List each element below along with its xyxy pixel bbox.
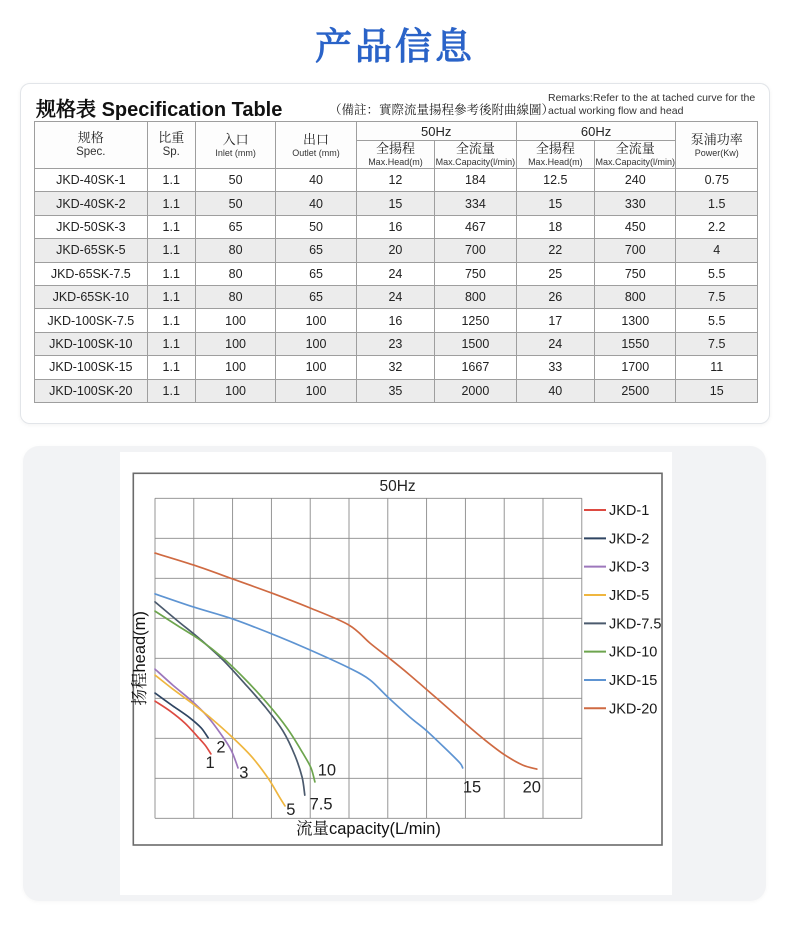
spec-value-cell: 80 (195, 239, 275, 262)
spec-value-cell: 334 (435, 192, 516, 215)
spec-value-cell: 0.75 (676, 169, 758, 192)
col-header-power: 泵浦功率 Power(Kw) (676, 122, 758, 169)
spec-value-cell: 1.1 (147, 356, 195, 379)
spec-value-cell: 1.1 (147, 192, 195, 215)
spec-value-cell: 23 (356, 332, 434, 355)
spec-model-cell: JKD-100SK-10 (35, 332, 148, 355)
spec-value-cell: 1.1 (147, 332, 195, 355)
spec-value-cell: 330 (595, 192, 676, 215)
spec-value-cell: 1700 (595, 356, 676, 379)
spec-value-cell: 700 (595, 239, 676, 262)
spec-value-cell: 20 (356, 239, 434, 262)
legend-label-JKD-7.5: JKD-7.5 (609, 616, 662, 633)
curve-label-JKD-10: 10 (317, 761, 337, 780)
spec-table-head (35, 122, 758, 169)
table-row (35, 169, 758, 192)
spec-value-cell: 22 (516, 239, 594, 262)
y-axis-label: 扬程head(m) (131, 611, 149, 706)
spec-value-cell: 65 (276, 239, 356, 262)
legend-label-JKD-5: JKD-5 (609, 587, 650, 604)
spec-value-cell: 16 (356, 309, 434, 332)
performance-chart-card (23, 446, 766, 901)
spec-value-cell: 2.2 (676, 215, 758, 238)
spec-value-cell: 1.1 (147, 239, 195, 262)
spec-table-title-zh: 规格表 (36, 99, 96, 121)
spec-value-cell: 1500 (435, 332, 516, 355)
spec-value-cell: 1300 (595, 309, 676, 332)
spec-value-cell: 100 (276, 379, 356, 402)
spec-value-cell: 15 (516, 192, 594, 215)
x-axis-label: 流量capacity(L/min) (295, 820, 441, 838)
legend-label-JKD-20: JKD-20 (609, 701, 658, 718)
spec-value-cell: 26 (516, 286, 594, 309)
curve-label-JKD-15: 15 (462, 778, 482, 797)
chart-title: 50Hz (379, 478, 416, 495)
spec-value-cell: 1250 (435, 309, 516, 332)
freq-header-60Hz: 60Hz (516, 122, 676, 141)
table-row (35, 239, 758, 262)
spec-value-cell: 65 (195, 215, 275, 238)
spec-value-cell: 17 (516, 309, 594, 332)
curve-label-JKD-7.5: 7.5 (309, 795, 333, 814)
col-header-3: 出口 Outlet (mm) (276, 122, 356, 169)
legend-label-JKD-2: JKD-2 (609, 531, 650, 548)
spec-value-cell: 35 (356, 379, 434, 402)
spec-value-cell: 80 (195, 262, 275, 285)
sub-header-0-1: 全流量 Max.Capacity(l/min) (435, 141, 516, 168)
spec-value-cell: 240 (595, 169, 676, 192)
spec-model-cell: JKD-65SK-10 (35, 286, 148, 309)
spec-value-cell: 2000 (435, 379, 516, 402)
spec-table-body (35, 169, 758, 403)
spec-value-cell: 1.1 (147, 169, 195, 192)
spec-value-cell: 40 (516, 379, 594, 402)
spec-value-cell: 7.5 (676, 332, 758, 355)
freq-header-50Hz: 50Hz (356, 122, 516, 141)
spec-value-cell: 100 (195, 356, 275, 379)
spec-value-cell: 25 (516, 262, 594, 285)
spec-value-cell: 100 (195, 332, 275, 355)
table-row (35, 215, 758, 238)
spec-value-cell: 16 (356, 215, 434, 238)
sub-header-0-0: 全揚程 Max.Head(m) (356, 141, 434, 169)
table-row (35, 262, 758, 285)
specification-table (34, 121, 758, 403)
spec-value-cell: 40 (276, 169, 356, 192)
sub-header-1-0: 全揚程 Max.Head(m) (516, 141, 594, 169)
spec-value-cell: 1.1 (147, 262, 195, 285)
spec-value-cell: 100 (276, 309, 356, 332)
spec-value-cell: 24 (516, 332, 594, 355)
spec-value-cell: 100 (276, 356, 356, 379)
spec-value-cell: 4 (676, 239, 758, 262)
spec-value-cell: 5.5 (676, 262, 758, 285)
curve-label-JKD-5: 5 (286, 801, 296, 819)
spec-value-cell: 100 (195, 309, 275, 332)
spec-value-cell: 11 (676, 356, 758, 379)
spec-model-cell: JKD-100SK-7.5 (35, 309, 148, 332)
sub-header-1-1: 全流量 Max.Capacity(l/min) (595, 141, 676, 168)
spec-value-cell: 1.1 (147, 309, 195, 332)
spec-value-cell: 50 (276, 215, 356, 238)
spec-value-cell: 65 (276, 286, 356, 309)
spec-value-cell: 700 (435, 239, 516, 262)
page-title: 产品信息 (315, 26, 475, 67)
spec-model-cell: JKD-40SK-1 (35, 169, 148, 192)
table-row (35, 309, 758, 332)
spec-value-cell: 184 (435, 169, 516, 192)
spec-value-cell: 15 (356, 192, 434, 215)
spec-value-cell: 100 (195, 379, 275, 402)
spec-value-cell: 50 (195, 169, 275, 192)
spec-value-cell: 1.1 (147, 215, 195, 238)
spec-value-cell: 65 (276, 262, 356, 285)
spec-model-cell: JKD-65SK-7.5 (35, 262, 148, 285)
table-row (35, 379, 758, 402)
curve-label-JKD-3: 3 (239, 764, 249, 783)
legend-label-JKD-15: JKD-15 (609, 672, 658, 689)
col-header-0: 规格 Spec. (35, 122, 148, 169)
spec-model-cell: JKD-50SK-3 (35, 215, 148, 238)
spec-value-cell: 32 (356, 356, 434, 379)
table-row (35, 286, 758, 309)
pump-curve-chart (120, 452, 672, 895)
legend-label-JKD-3: JKD-3 (609, 559, 650, 576)
legend-label-JKD-1: JKD-1 (609, 503, 650, 519)
spec-value-cell: 2500 (595, 379, 676, 402)
spec-model-cell: JKD-65SK-5 (35, 239, 148, 262)
curve-label-JKD-20: 20 (522, 778, 541, 797)
spec-value-cell: 750 (435, 262, 516, 285)
spec-value-cell: 1.1 (147, 286, 195, 309)
table-row (35, 192, 758, 215)
spec-model-cell: JKD-100SK-15 (35, 356, 148, 379)
spec-value-cell: 1550 (595, 332, 676, 355)
spec-value-cell: 1.5 (676, 192, 758, 215)
spec-value-cell: 24 (356, 262, 434, 285)
spec-value-cell: 467 (435, 215, 516, 238)
legend-label-JKD-10: JKD-10 (609, 644, 658, 661)
col-header-2: 入口 Inlet (mm) (195, 122, 275, 169)
spec-value-cell: 12 (356, 169, 434, 192)
spec-value-cell: 40 (276, 192, 356, 215)
spec-value-cell: 24 (356, 286, 434, 309)
spec-table-title (36, 93, 282, 122)
spec-value-cell: 1.1 (147, 379, 195, 402)
spec-table-card (20, 83, 770, 424)
spec-value-cell: 5.5 (676, 309, 758, 332)
spec-value-cell: 1667 (435, 356, 516, 379)
spec-value-cell: 450 (595, 215, 676, 238)
spec-model-cell: JKD-100SK-20 (35, 379, 148, 402)
curve-label-JKD-2: 2 (216, 738, 226, 757)
spec-value-cell: 50 (195, 192, 275, 215)
table-row (35, 332, 758, 355)
spec-value-cell: 80 (195, 286, 275, 309)
chart-frame (133, 473, 662, 845)
col-header-1: 比重 Sp. (147, 122, 195, 169)
spec-table-remarks: Remarks:Refer to the at tached curve for the actual working flow and head (548, 92, 756, 118)
curve-label-JKD-1: 1 (205, 753, 215, 772)
spec-value-cell: 12.5 (516, 169, 594, 192)
spec-value-cell: 15 (676, 379, 758, 402)
spec-value-cell: 100 (276, 332, 356, 355)
spec-value-cell: 33 (516, 356, 594, 379)
spec-table-title-en: Specification Table (101, 99, 283, 121)
spec-value-cell: 800 (435, 286, 516, 309)
spec-table-note: （備註：實際流量揚程參考後附曲線圖） (329, 103, 555, 117)
spec-value-cell: 18 (516, 215, 594, 238)
performance-chart-panel (120, 452, 672, 895)
spec-value-cell: 7.5 (676, 286, 758, 309)
spec-value-cell: 800 (595, 286, 676, 309)
spec-value-cell: 750 (595, 262, 676, 285)
spec-model-cell: JKD-40SK-2 (35, 192, 148, 215)
table-row (35, 356, 758, 379)
